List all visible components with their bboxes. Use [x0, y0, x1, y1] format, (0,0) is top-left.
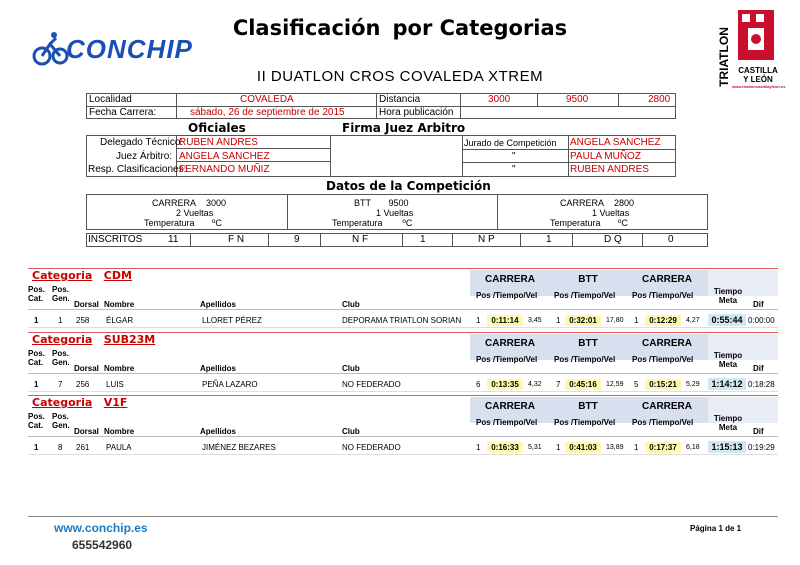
- jurado-label: Jurado de Competición: [464, 138, 557, 148]
- category-divider: [28, 395, 778, 396]
- pos-cat: 1: [34, 443, 39, 452]
- nombre: PAULA: [106, 443, 132, 452]
- dorsal-header: Dorsal: [74, 364, 99, 373]
- stage2-time: 0:45:16: [565, 379, 601, 390]
- logo-url: www.triatloncastillayleon.es: [732, 84, 786, 89]
- tiempo-meta: 0:55:44: [708, 314, 746, 326]
- stage-3: CARRERA 2800 1 Vueltas Temperatura ºC: [550, 198, 635, 228]
- stage1-header: CARRERA: [485, 338, 535, 349]
- resp-label: Resp. Clasificaciones:: [88, 164, 187, 175]
- category-label: Categoria SUB23M: [32, 333, 156, 346]
- event-title: II DUATLON CROS COVALEDA XTREM: [256, 68, 544, 85]
- stage3-sub: Pos /Tiempo/Vel: [632, 291, 694, 300]
- pos-cat-header: Pos. Cat.: [28, 349, 45, 367]
- stage-2: BTT 9500 1 Vueltas Temperatura ºC: [332, 198, 414, 228]
- stage3-vel: 4,27: [686, 317, 700, 324]
- stage2-pos: 1: [556, 316, 561, 325]
- tiempo-meta: 1:15:13: [708, 441, 746, 453]
- pos-gen-header: Pos. Gen.: [52, 285, 70, 303]
- stage1-sub: Pos /Tiempo/Vel: [476, 355, 538, 364]
- stage1-pos: 6: [476, 380, 481, 389]
- fecha-value: sábado, 26 de septiembre de 2015: [190, 107, 345, 118]
- stage2-time: 0:32:01: [565, 315, 601, 326]
- pos-cat: 1: [34, 316, 39, 325]
- ditto-2: ": [512, 164, 516, 175]
- stage2-header: BTT: [578, 274, 598, 285]
- header-rule: [28, 373, 778, 374]
- tiempo-meta-header: Tiempo Meta: [713, 351, 743, 369]
- dorsal: 261: [76, 443, 90, 452]
- stage2-header: BTT: [578, 338, 598, 349]
- np-label: N P: [478, 234, 495, 245]
- dif: 0:00:00: [748, 316, 775, 325]
- club-header: Club: [342, 427, 360, 436]
- fecha-label: Fecha Carrera:: [89, 107, 157, 118]
- nombre-header: Nombre: [104, 300, 135, 309]
- dorsal-header: Dorsal: [74, 300, 99, 309]
- fn-label: F N: [228, 234, 245, 245]
- jurado-2: PAULA MUÑOZ: [570, 151, 641, 162]
- resp-value: FERNANDO MUÑIZ: [179, 164, 270, 175]
- stage2-pos: 7: [556, 380, 561, 389]
- np-value: 1: [546, 234, 552, 245]
- dq-value: 0: [668, 234, 674, 245]
- category-divider: [28, 268, 778, 269]
- stage3-sub: Pos /Tiempo/Vel: [632, 418, 694, 427]
- logo-triatlon-text: TRIATLON: [717, 27, 731, 87]
- stage1-sub: Pos /Tiempo/Vel: [476, 291, 538, 300]
- stage2-time: 0:41:03: [565, 442, 601, 453]
- competition-title: Datos de la Competición: [326, 179, 491, 193]
- stage2-pos: 1: [556, 443, 561, 452]
- dorsal: 256: [76, 380, 90, 389]
- pos-gen: 1: [58, 316, 63, 325]
- dif-header: Dif: [753, 427, 764, 436]
- stage3-vel: 6,18: [686, 444, 700, 451]
- stage1-pos: 1: [476, 443, 481, 452]
- tiempo-meta-header: Tiempo Meta: [713, 287, 743, 305]
- logo-leon: Y LEÓN: [743, 75, 773, 84]
- stage3-vel: 5,29: [686, 381, 700, 388]
- nombre-header: Nombre: [104, 427, 135, 436]
- stage1-time: 0:13:35: [487, 379, 523, 390]
- nombre-header: Nombre: [104, 364, 135, 373]
- jurado-3: RUBEN ANDRES: [570, 164, 649, 175]
- stage1-sub: Pos /Tiempo/Vel: [476, 418, 538, 427]
- jurado-1: ANGELA SANCHEZ: [570, 137, 661, 148]
- inscritos-value: 11: [168, 234, 179, 245]
- inscritos-label: INSCRITOS: [88, 234, 143, 245]
- juez-label: Juez Árbitro:: [116, 151, 173, 162]
- nf-value: 1: [420, 234, 426, 245]
- pos-gen-header: Pos. Gen.: [52, 349, 70, 367]
- category-label: Categoria V1F: [32, 396, 128, 409]
- pos-cat-header: Pos. Cat.: [28, 285, 45, 303]
- dif-header: Dif: [753, 364, 764, 373]
- header-rule: [28, 436, 778, 437]
- localidad-label: Localidad: [89, 94, 132, 105]
- stage1-vel: 5,31: [528, 444, 542, 451]
- ditto-1: ": [512, 151, 516, 162]
- page-title: Clasificación por Categorias: [232, 16, 568, 40]
- fn-value: 9: [294, 234, 300, 245]
- hora-label: Hora publicación: [379, 107, 454, 118]
- club: NO FEDERADO: [342, 443, 401, 452]
- stage3-time: 0:12:29: [645, 315, 681, 326]
- dq-label: D Q: [604, 234, 622, 245]
- distancia-label: Distancia: [379, 94, 421, 105]
- localidad-value: COVALEDA: [240, 94, 294, 105]
- dif: 0:19:29: [748, 443, 775, 452]
- dif: 0:18:28: [748, 380, 775, 389]
- stage2-vel: 13,89: [606, 444, 624, 451]
- row-rule: [28, 327, 778, 328]
- stage3-header: CARRERA: [642, 274, 692, 285]
- stage1-vel: 4,32: [528, 381, 542, 388]
- stage2-header: BTT: [578, 401, 598, 412]
- pos-cat-header: Pos. Cat.: [28, 412, 45, 430]
- dorsal: 258: [76, 316, 90, 325]
- stage3-header: CARRERA: [642, 338, 692, 349]
- stage3-pos: 5: [634, 380, 639, 389]
- juez-value: ANGELA SANCHEZ: [179, 151, 270, 162]
- row-rule: [28, 454, 778, 455]
- club-header: Club: [342, 300, 360, 309]
- stage3-pos: 1: [634, 443, 639, 452]
- stage1-header: CARRERA: [485, 274, 535, 285]
- apellidos: JIMÉNEZ BEZARES: [202, 443, 276, 452]
- nombre: LUIS: [106, 380, 124, 389]
- pos-gen-header: Pos. Gen.: [52, 412, 70, 430]
- club: NO FEDERADO: [342, 380, 401, 389]
- firma-title: Firma Juez Arbitro: [342, 121, 466, 135]
- stage2-sub: Pos /Tiempo/Vel: [554, 418, 616, 427]
- logo-text: CONCHIP: [66, 34, 193, 64]
- stage1-pos: 1: [476, 316, 481, 325]
- club-header: Club: [342, 364, 360, 373]
- delegado-value: RUBEN ANDRES: [179, 137, 258, 148]
- stage1-vel: 3,45: [528, 317, 542, 324]
- header-rule: [28, 309, 778, 310]
- pos-cat: 1: [34, 380, 39, 389]
- oficiales-title: Oficiales: [188, 121, 246, 135]
- apellidos-header: Apellidos: [200, 300, 237, 309]
- distancia-1: 3000: [488, 94, 511, 105]
- logo-castilla: CASTILLA: [738, 66, 778, 75]
- nf-label: N F: [352, 234, 369, 245]
- footer-divider: [28, 516, 778, 517]
- dif-header: Dif: [753, 300, 764, 309]
- tiempo-meta-header: Tiempo Meta: [713, 414, 743, 432]
- apellidos-header: Apellidos: [200, 364, 237, 373]
- footer-url[interactable]: www.conchip.es: [54, 521, 148, 535]
- stage2-sub: Pos /Tiempo/Vel: [554, 291, 616, 300]
- stage1-header: CARRERA: [485, 401, 535, 412]
- tiempo-meta: 1:14:12: [708, 378, 746, 390]
- footer-phone: 655542960: [72, 538, 133, 552]
- stage3-pos: 1: [634, 316, 639, 325]
- pos-gen: 7: [58, 380, 63, 389]
- row-rule: [28, 391, 778, 392]
- delegado-label: Delegado Técnico:: [100, 137, 184, 148]
- apellidos-header: Apellidos: [200, 427, 237, 436]
- stage3-sub: Pos /Tiempo/Vel: [632, 355, 694, 364]
- distancia-3: 2800: [648, 94, 671, 105]
- stage1-time: 0:11:14: [487, 315, 523, 326]
- apellidos: LLORET PÉREZ: [202, 316, 262, 325]
- stage-1: CARRERA 3000 2 Vueltas Temperatura ºC: [144, 198, 227, 228]
- stage3-header: CARRERA: [642, 401, 692, 412]
- stage3-time: 0:17:37: [645, 442, 681, 453]
- dorsal-header: Dorsal: [74, 427, 99, 436]
- stage2-vel: 17,80: [606, 317, 624, 324]
- stage3-time: 0:15:21: [645, 379, 681, 390]
- distancia-2: 9500: [566, 94, 589, 105]
- pos-gen: 8: [58, 443, 63, 452]
- stage2-vel: 12,59: [606, 381, 624, 388]
- category-label: Categoria CDM: [32, 269, 132, 282]
- page-number: Página 1 de 1: [690, 524, 742, 533]
- nombre: ÉLGAR: [106, 316, 134, 325]
- stage1-time: 0:16:33: [487, 442, 523, 453]
- stage2-sub: Pos /Tiempo/Vel: [554, 355, 616, 364]
- apellidos: PEÑA LAZARO: [202, 380, 258, 389]
- club: DEPORAMA TRIATLON SORIAN: [342, 316, 462, 325]
